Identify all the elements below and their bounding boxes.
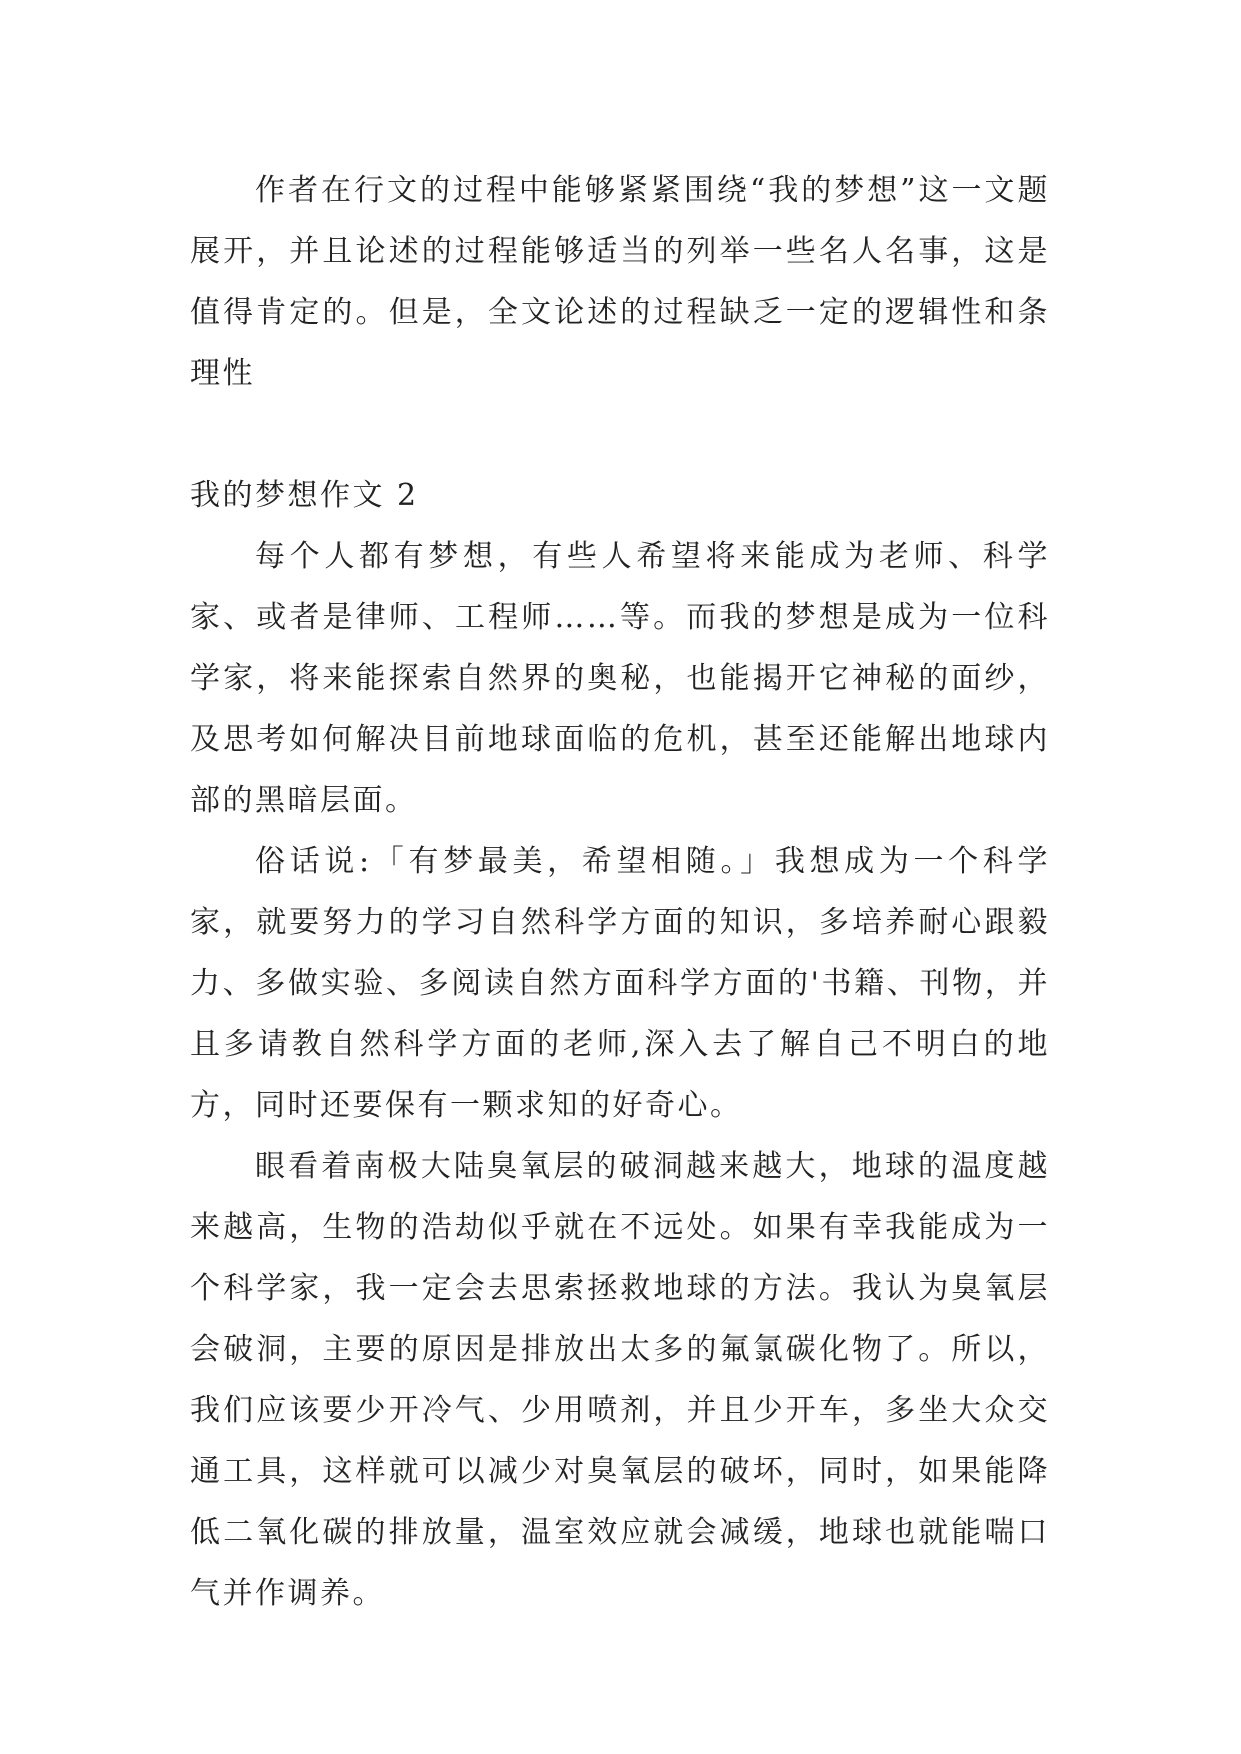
review-paragraph: 作者在行文的过程中能够紧紧围绕“我的梦想”这一文题展开，并且论述的过程能够适当的列举一些名人名事，这是值得肯定的。但是，全文论述的过程缺乏一定的逻辑性和条理性 [190, 173, 1050, 391]
essay-paragraph-1: 每个人都有梦想，有些人希望将来能成为老师、科学家、或者是律师、工程师……等。而我的梦想是成为一位科学家，将来能探索自然界的奥秘，也能揭开它神秘的面纱，及思考如何解决目前地球面临的危机，甚至还能解出地球内部的黑暗层面。 [190, 539, 1050, 818]
essay-paragraph-3: 眼看着南极大陆臭氧层的破洞越来越大，地球的温度越来越高，生物的浩劫似乎就在不远处。如果有幸我能成为一个科学家，我一定会去思索拯救地球的方法。我认为臭氧层会破洞，主要的原因是排放出太多的氟氯碳化物了。所以，我们应该要少开冷气、少用喷剂，并且少开车，多坐大众交通工具，这样就可以减少对臭氧层的破坏，同时，如果能降低二氧化碳的排放量，温室效应就会减缓，地球也就能喘口气并作调养。 [190, 1149, 1050, 1611]
essay-paragraph-2: 俗话说:「有梦最美，希望相随。」我想成为一个科学家，就要努力的学习自然科学方面的知识，多培养耐心跟毅力、多做实验、多阅读自然方面科学方面的'书籍、刊物，并且多请教自然科学方面的老师,深入去了解自己不明白的地方，同时还要保有一颗求知的好奇心。 [190, 844, 1050, 1123]
essay-title: 我的梦想作文 2 [190, 478, 419, 513]
document-body [190, 160, 1050, 1624]
